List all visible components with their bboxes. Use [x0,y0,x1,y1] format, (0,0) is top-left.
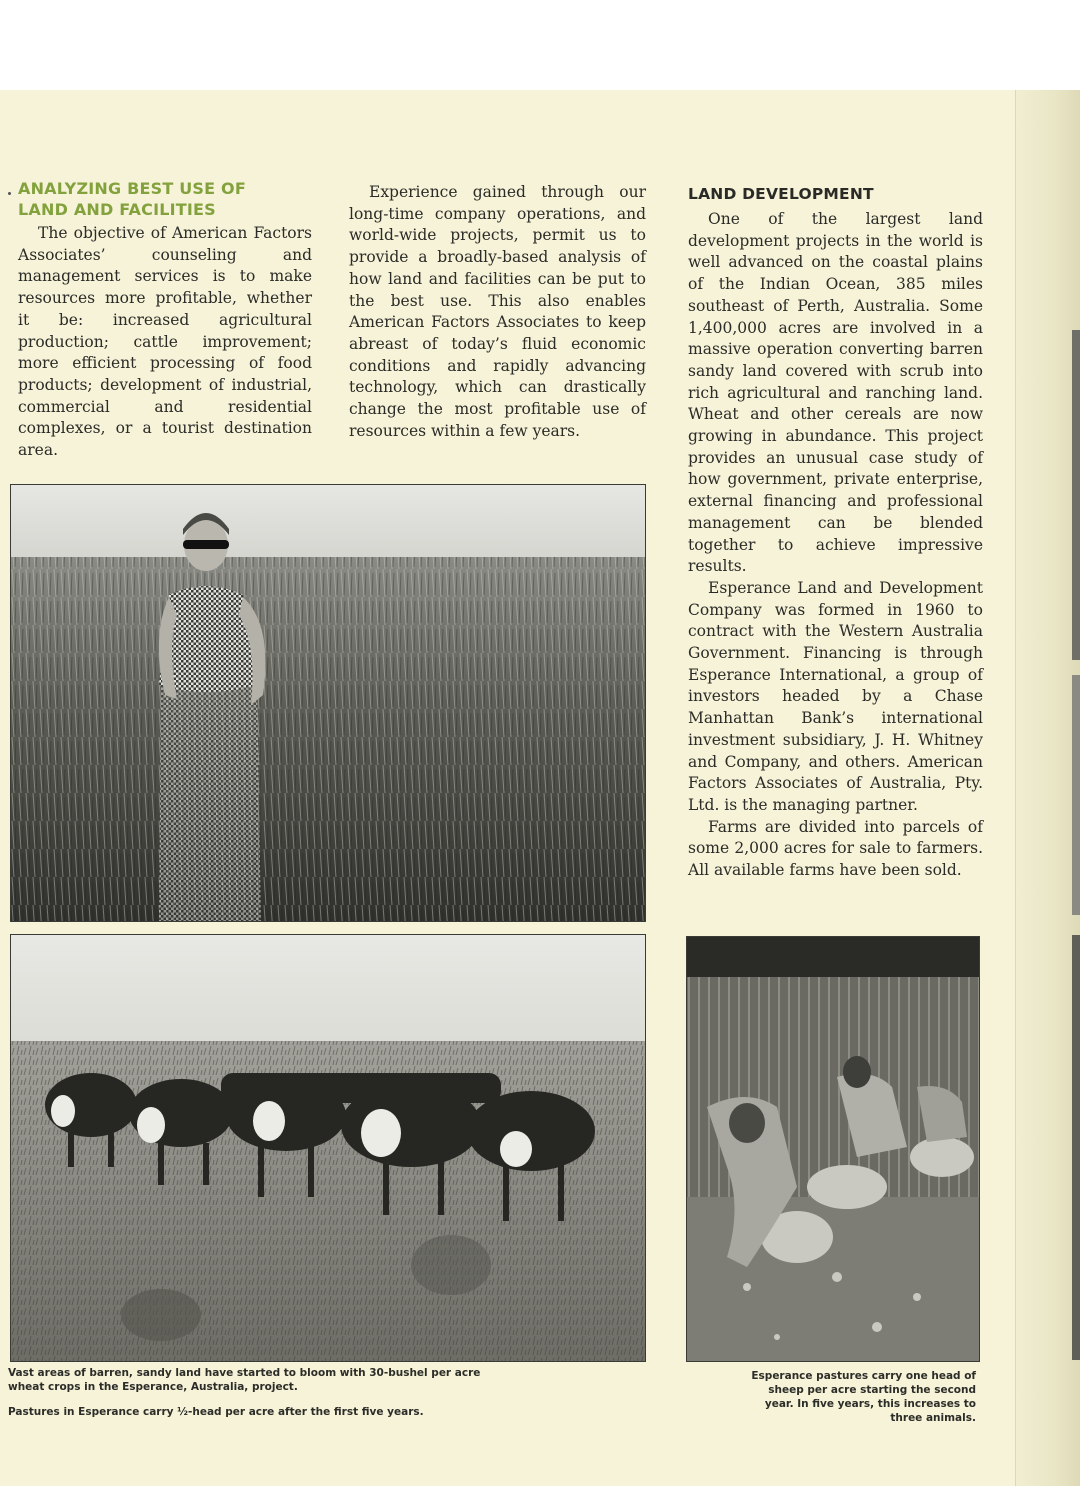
sheep-shearing-photo [686,936,980,1362]
wheat-field-photo [10,484,646,922]
paragraph-objective: The objective of American Factors Associates’ counseling and management services is to make resources more profitable, whether it be: increased agricultural production; cattle improvement; more efficient processing of food products; development of industrial, commercial and residential complexes, or a tourist destination area. [18,224,312,460]
paragraph-largest-project: One of the largest land development projects in the world is well advanced on the coastal plains of the Indian Ocean, 385 miles southeast of Perth, Australia. Some 1,400,000 acres are involved in a massive operation converting barren sandy land covered with scrub into rich agricultural and ranching land. Wheat and other cereals are now growing in abundance. This project provides an unusual case study of how government, private enterprise, external financing and professional management can be blended together to achieve impressive results. [688,210,983,576]
caption-sheep: Esperance pastures carry one head of sheep per acre starting the second year. In five years, this increases to three animals. [751,1370,976,1424]
cattle-image [11,935,645,1361]
next-page-photo-strip [1072,935,1080,1360]
heading-line-1: ANALYZING BEST USE OF [18,179,246,198]
next-page-photo-strip [1072,330,1080,660]
heading-land-development: LAND DEVELOPMENT [688,185,874,203]
next-page-edge [1015,90,1080,1486]
sheep-shearing-image [687,937,979,1361]
column-land-development [688,209,983,882]
caption-wheat: Vast areas of barren, sandy land have started to bloom with 30-bushel per acre wheat crops in the Esperance, Australia, project. [8,1367,481,1393]
paragraph-esperance-company: Esperance Land and Development Company was formed in 1960 to contract with the Western Australia Government. Financing is through Esperance International, a group of investors headed by a Chase Manhattan Bank’s international investment subsidiary, J. H. Whitney and Company, and others. American Factors Associates of Australia, Pty. Ltd. is the managing partner. [688,578,983,814]
heading-analyzing [18,178,338,220]
heading-line-2: LAND AND FACILITIES [18,200,216,219]
wheat-field-image [11,485,645,921]
cattle-photo [10,934,646,1362]
column-analyzing [18,223,312,462]
bullet-mark [8,192,11,195]
paragraph-experience: Experience gained through our long-time company operations, and world-wide projects, permit us to provide a broadly-based analysis of how land and facilities can be put to the best use. This also enables American Factors Associates to keep abreast of today’s fluid economic conditions and rapidly advancing technology, which can drastically change the most profitable use of resources within a few years. [349,183,646,440]
caption-cattle: Pastures in Esperance carry ½-head per acre after the first five years. [8,1406,424,1418]
next-page-photo-strip [1072,675,1080,915]
paragraph-farms: Farms are divided into parcels of some 2,000 acres for sale to farmers. All available farms have been sold. [688,817,983,880]
column-experience [349,182,646,442]
